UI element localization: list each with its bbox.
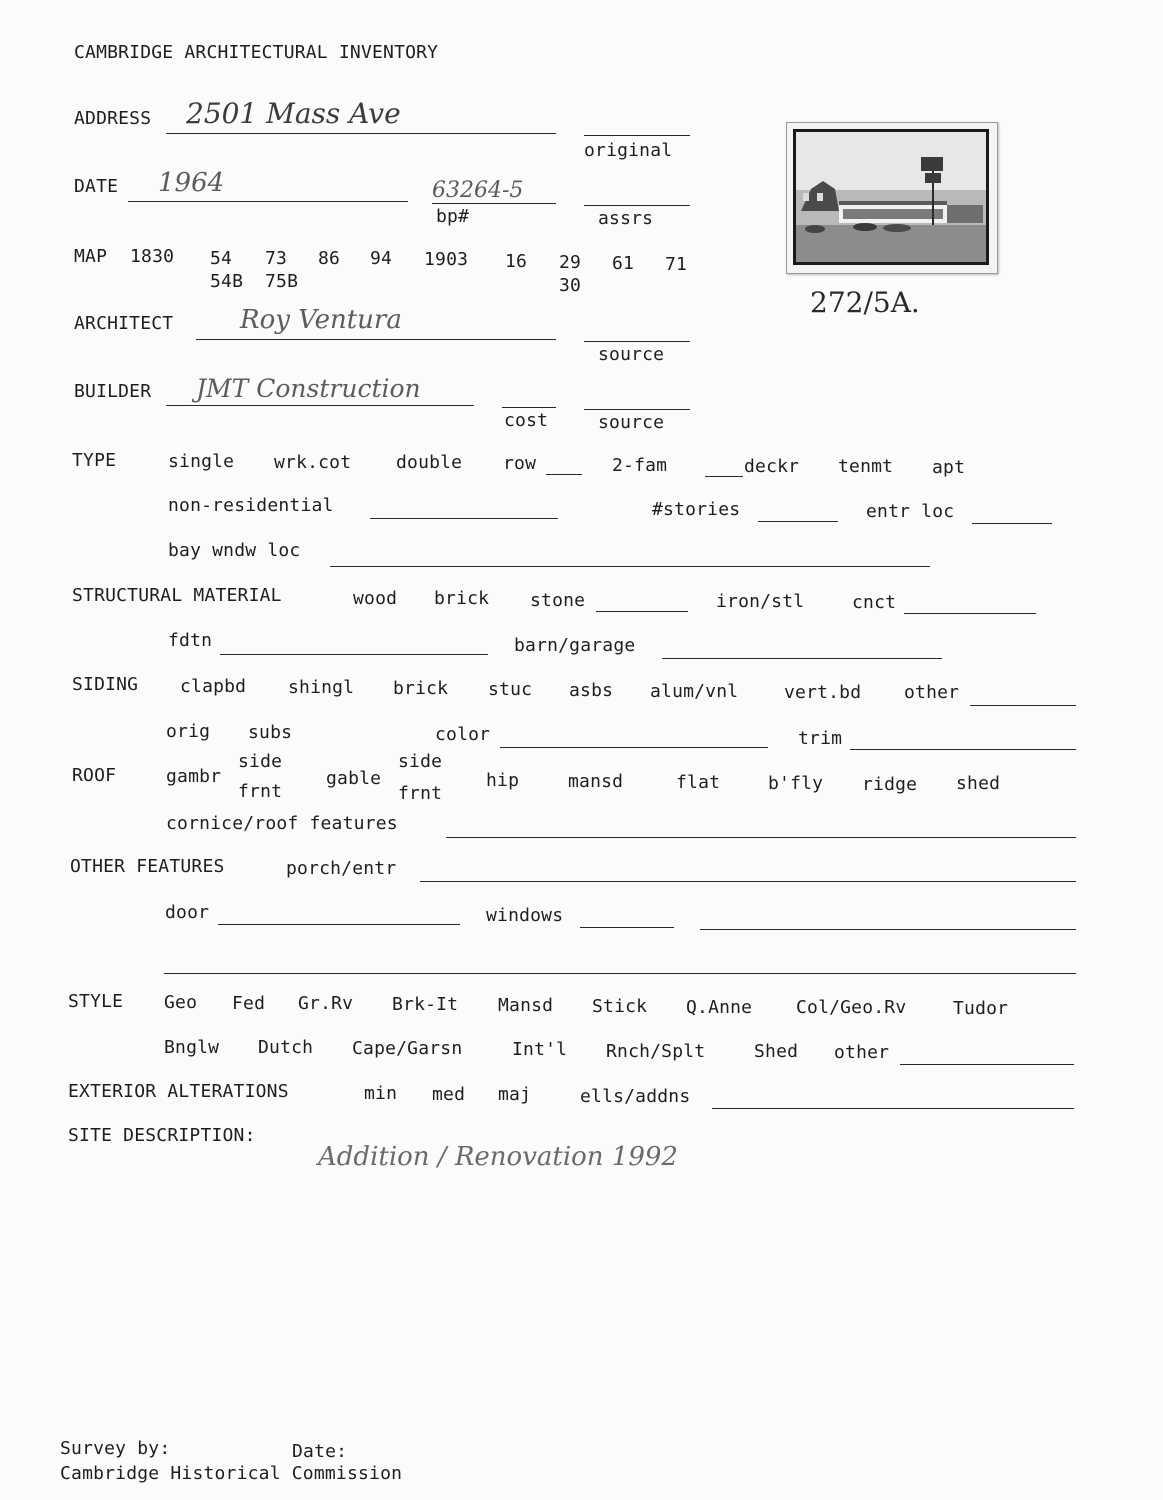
exterior-option: med — [432, 1084, 466, 1105]
exterior-label: EXTERIOR ALTERATIONS — [68, 1081, 289, 1102]
form-title: CAMBRIDGE ARCHITECTURAL INVENTORY — [74, 42, 439, 63]
builder-value: JMT Construction — [196, 374, 421, 403]
address-value: 2501 Mass Ave — [186, 97, 401, 130]
survey-date-label: Date: — [292, 1441, 348, 1462]
map-value: 86 — [318, 248, 341, 269]
siding-option: alum/vnl — [650, 681, 739, 702]
style-option: other — [834, 1042, 890, 1063]
commission-label: Cambridge Historical Commission — [60, 1463, 403, 1484]
map-value: 16 — [505, 251, 528, 272]
siding-option: brick — [393, 678, 449, 699]
style-option: Q.Anne — [686, 997, 753, 1018]
original-line — [584, 135, 690, 136]
style-option: Fed — [232, 993, 266, 1014]
type-option: 2-fam — [612, 455, 668, 476]
roof-option: b'fly — [768, 773, 824, 794]
roof-gambr-frnt: frnt — [238, 781, 283, 802]
color-line — [500, 747, 768, 748]
bp-line — [432, 203, 556, 204]
color-label: color — [435, 724, 491, 745]
style-label: STYLE — [68, 991, 124, 1012]
map-value: 29 — [559, 252, 582, 273]
map-value: 1903 — [424, 249, 469, 270]
exterior-option: ells/addns — [580, 1086, 691, 1107]
cost-label: cost — [504, 410, 549, 431]
map-value: 54B — [210, 271, 244, 292]
structural-option: cnct — [852, 592, 897, 613]
exterior-option: maj — [498, 1084, 532, 1105]
stories-label: #stories — [652, 499, 741, 520]
style-option: Stick — [592, 996, 648, 1017]
architect-source-label: source — [598, 344, 665, 365]
site-description-label: SITE DESCRIPTION: — [68, 1125, 256, 1146]
assrs-line — [584, 205, 690, 206]
map-value: 54 — [210, 248, 233, 269]
siding-option: stuc — [488, 679, 533, 700]
siding-option: clapbd — [180, 676, 247, 697]
porch-entr-line — [420, 881, 1076, 882]
builder-source-line — [584, 409, 690, 410]
map-label: MAP — [74, 246, 108, 267]
architect-source-line — [584, 341, 690, 342]
other-siding-line — [970, 705, 1076, 706]
original-label: original — [584, 140, 673, 161]
structural-option: iron/stl — [716, 591, 805, 612]
ells-addns-line — [712, 1108, 1074, 1109]
architect-label: ARCHITECT — [74, 313, 174, 334]
siding-option: asbs — [569, 680, 614, 701]
map-value: 71 — [665, 254, 688, 275]
entr-loc-label: entr loc — [866, 501, 955, 522]
style-option: Cape/Garsn — [352, 1038, 463, 1059]
subs-label: subs — [248, 722, 293, 743]
type-option: apt — [932, 457, 966, 478]
stories-line — [758, 521, 838, 522]
roof-gambr-side: side — [238, 751, 283, 772]
stone-line — [596, 611, 688, 612]
style-option: Mansd — [498, 995, 554, 1016]
bay-wndw-loc-label: bay wndw loc — [168, 540, 301, 561]
style-option: Brk-It — [392, 994, 459, 1015]
builder-source-label: source — [598, 412, 665, 433]
barn-garage-label: barn/garage — [514, 635, 636, 656]
map-value: 75B — [265, 271, 299, 292]
structural-option: wood — [353, 588, 398, 609]
style-option: Int'l — [512, 1039, 568, 1060]
windows-label: windows — [486, 905, 564, 926]
siding-option: other — [904, 682, 960, 703]
porch-entr-label: porch/entr — [286, 858, 397, 879]
building-photo — [786, 122, 998, 274]
cornice-line — [446, 837, 1076, 838]
trim-label: trim — [798, 728, 843, 749]
other-features-blank-line — [164, 973, 1076, 974]
type-option: row — [503, 453, 537, 474]
map-value: 73 — [265, 248, 288, 269]
survey-by-label: Survey by: — [60, 1438, 171, 1459]
style-option: Gr.Rv — [298, 993, 354, 1014]
other-features-label: OTHER FEATURES — [70, 856, 225, 877]
roof-option: hip — [486, 770, 520, 791]
fdtn-line — [220, 654, 488, 655]
bp-value: 63264-5 — [432, 178, 524, 203]
map-value: 94 — [370, 248, 393, 269]
entr-loc-line — [972, 523, 1052, 524]
map-value: 1830 — [130, 246, 175, 267]
style-other-line — [900, 1064, 1074, 1065]
exterior-option: min — [364, 1083, 398, 1104]
siding-option: shingl — [288, 677, 355, 698]
style-option: Dutch — [258, 1037, 314, 1058]
orig-label: orig — [166, 721, 211, 742]
barn-garage-line — [662, 658, 942, 659]
map-value: 30 — [559, 275, 582, 296]
assrs-label: assrs — [598, 208, 654, 229]
roof-option: mansd — [568, 771, 624, 792]
style-option: Tudor — [953, 998, 1009, 1019]
roof-gable-side: side — [398, 751, 443, 772]
style-option: Geo — [164, 992, 198, 1013]
architect-value: Roy Ventura — [240, 305, 402, 335]
date-line — [128, 201, 408, 202]
roof-gable: gable — [326, 768, 382, 789]
bp-label: bp# — [436, 206, 470, 227]
roof-option: ridge — [862, 774, 918, 795]
trim-line — [850, 749, 1076, 750]
address-label: ADDRESS — [74, 108, 152, 129]
cost-line — [502, 407, 556, 408]
cornice-label: cornice/roof features — [166, 813, 398, 834]
builder-line — [166, 405, 474, 406]
non-residential-line — [370, 518, 558, 519]
site-description-note: Addition / Renovation 1992 — [318, 1142, 678, 1172]
deckr-line — [705, 476, 743, 477]
roof-gambr: gambr — [166, 766, 222, 787]
siding-option: vert.bd — [784, 682, 862, 703]
architect-line — [196, 339, 556, 340]
roof-gable-frnt: frnt — [398, 783, 443, 804]
roof-label: ROOF — [72, 765, 117, 786]
row-line — [546, 474, 582, 475]
structural-label: STRUCTURAL MATERIAL — [72, 585, 282, 606]
windows-line — [580, 927, 674, 928]
door-line — [218, 924, 460, 925]
style-option: Shed — [754, 1041, 799, 1062]
map-value: 61 — [612, 253, 635, 274]
building-photo-image — [793, 129, 989, 265]
date-label: DATE — [74, 176, 119, 197]
door-label: door — [165, 902, 210, 923]
builder-label: BUILDER — [74, 381, 152, 402]
non-residential-label: non-residential — [168, 495, 334, 516]
structural-option: stone — [530, 590, 586, 611]
cnct-line — [904, 613, 1036, 614]
type-label: TYPE — [72, 450, 117, 471]
roof-option: shed — [956, 773, 1001, 794]
type-option: tenmt — [838, 456, 894, 477]
type-option: single — [168, 451, 235, 472]
style-option: Bnglw — [164, 1037, 220, 1058]
fdtn-label: fdtn — [168, 630, 213, 651]
style-option: Col/Geo.Rv — [796, 997, 907, 1018]
style-option: Rnch/Splt — [606, 1041, 706, 1062]
siding-label: SIDING — [72, 674, 139, 695]
type-option: double — [396, 452, 463, 473]
bay-wndw-loc-line — [330, 566, 930, 567]
structural-option: brick — [434, 588, 490, 609]
photo-code: 272/5A. — [810, 286, 920, 319]
address-line — [166, 133, 556, 134]
type-option: wrk.cot — [274, 452, 352, 473]
date-value: 1964 — [158, 168, 225, 198]
roof-option: flat — [676, 772, 721, 793]
windows-extra-line — [700, 929, 1076, 930]
type-option: deckr — [744, 456, 800, 477]
